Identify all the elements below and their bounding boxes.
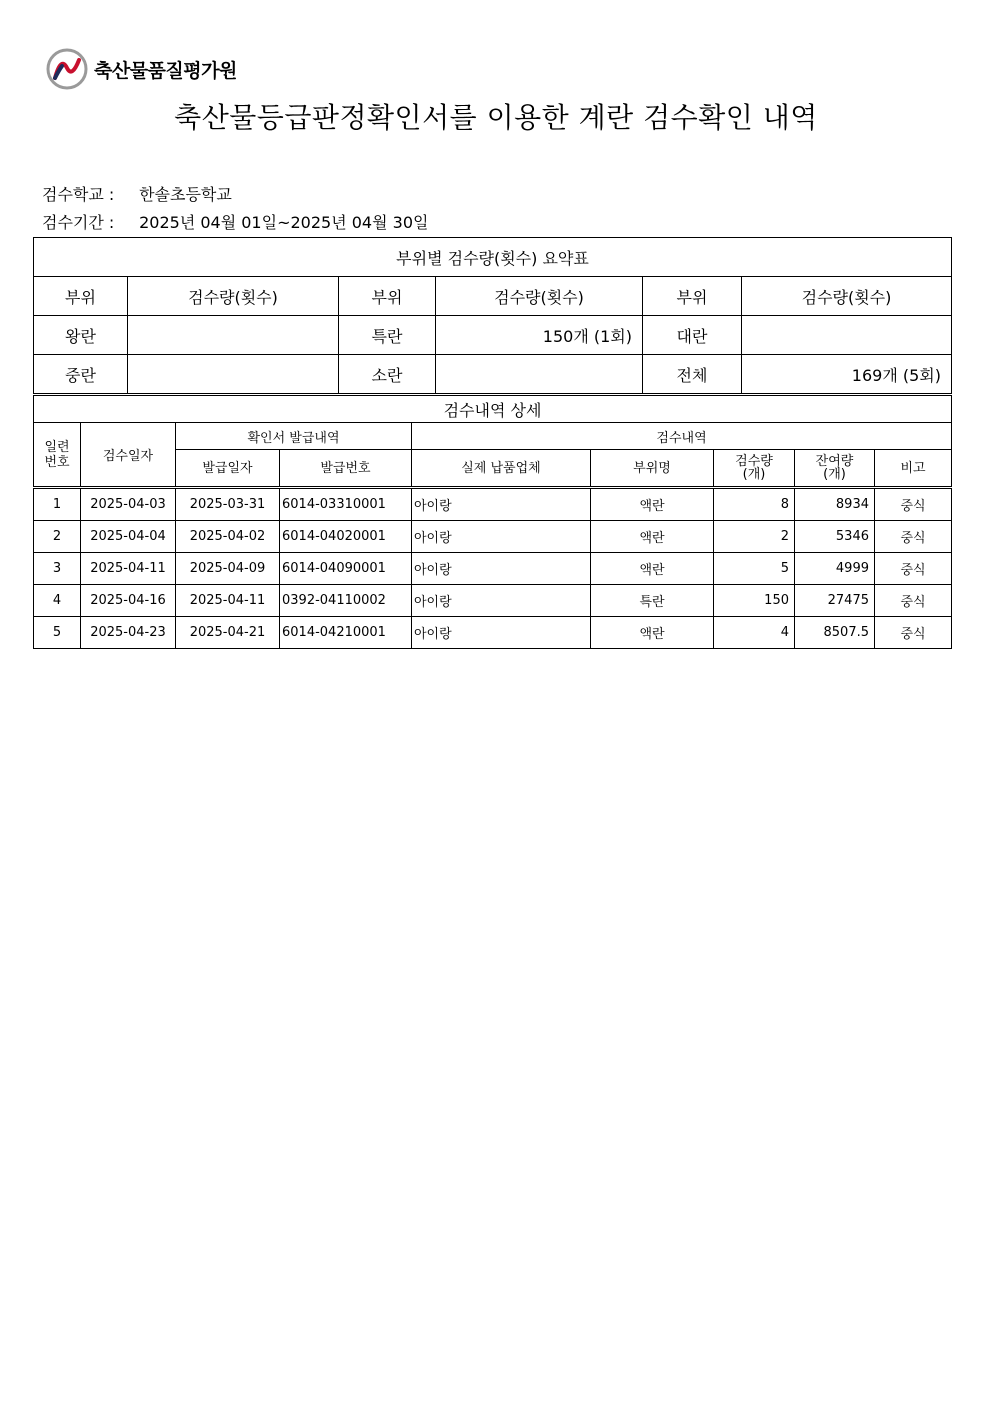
cell-issue-no: 0392-04110002 (280, 585, 412, 617)
summary-header: 검수량(횟수) (436, 277, 643, 316)
table-row (34, 553, 952, 585)
org-logo (46, 48, 237, 90)
summary-cell: 169개 (5회) (742, 355, 952, 394)
school-info (42, 182, 232, 205)
cell-no: 4 (34, 585, 81, 617)
summary-cell: 특란 (339, 316, 436, 355)
summary-row (34, 316, 952, 355)
summary-header: 부위 (34, 277, 128, 316)
summary-cell: 왕란 (34, 316, 128, 355)
header-vendor: 실제 납품업체 (412, 450, 591, 488)
cell-remain: 4999 (795, 553, 875, 585)
cell-issue-date: 2025-03-31 (176, 488, 280, 521)
cell-qty: 8 (714, 488, 795, 521)
table-row (34, 488, 952, 521)
summary-header: 검수량(횟수) (742, 277, 952, 316)
summary-cell: 150개 (1회) (436, 316, 643, 355)
table-row (34, 617, 952, 649)
header-issue-no: 발급번호 (280, 450, 412, 488)
cell-note: 중식 (875, 617, 952, 649)
header-note: 비고 (875, 450, 952, 488)
period-info (42, 210, 428, 233)
header-inspect-group: 검수내역 (412, 423, 952, 450)
header-issue-group: 확인서 발급내역 (176, 423, 412, 450)
summary-cell (128, 316, 339, 355)
cell-issue-date: 2025-04-21 (176, 617, 280, 649)
summary-cell (742, 316, 952, 355)
cell-qty: 5 (714, 553, 795, 585)
summary-cell (436, 355, 643, 394)
header-issue-date: 발급일자 (176, 450, 280, 488)
summary-header: 부위 (339, 277, 436, 316)
cell-vendor: 아이랑 (412, 585, 591, 617)
period-value: 2025년 04월 01일~2025년 04월 30일 (139, 213, 429, 232)
cell-issue-no: 6014-04210001 (280, 617, 412, 649)
header-serial: 일련 번호 (34, 423, 81, 488)
detail-table (33, 395, 952, 649)
cell-vendor: 아이랑 (412, 553, 591, 585)
cell-note: 중식 (875, 585, 952, 617)
summary-cell: 전체 (643, 355, 742, 394)
header-qty: 검수량 (개) (714, 450, 795, 488)
summary-row (34, 355, 952, 394)
header-part: 부위명 (591, 450, 714, 488)
cell-note: 중식 (875, 521, 952, 553)
table-row (34, 585, 952, 617)
cell-date: 2025-04-03 (81, 488, 176, 521)
summary-header-row (34, 277, 952, 316)
page-title: 축산물등급판정확인서를 이용한 계란 검수확인 내역 (174, 101, 818, 134)
table-row (34, 521, 952, 553)
cell-issue-date: 2025-04-09 (176, 553, 280, 585)
summary-caption: 부위별 검수량(횟수) 요약표 (34, 238, 952, 277)
cell-issue-date: 2025-04-11 (176, 585, 280, 617)
cell-part: 액란 (591, 488, 714, 521)
cell-date: 2025-04-11 (81, 553, 176, 585)
cell-vendor: 아이랑 (412, 488, 591, 521)
cell-vendor: 아이랑 (412, 521, 591, 553)
summary-header: 검수량(횟수) (128, 277, 339, 316)
cell-remain: 8507.5 (795, 617, 875, 649)
cell-issue-date: 2025-04-02 (176, 521, 280, 553)
cell-issue-no: 6014-03310001 (280, 488, 412, 521)
cell-remain: 5346 (795, 521, 875, 553)
cell-remain: 8934 (795, 488, 875, 521)
cell-part: 액란 (591, 617, 714, 649)
kape-logo-icon (46, 48, 88, 90)
header-date: 검수일자 (81, 423, 176, 488)
cell-qty: 2 (714, 521, 795, 553)
cell-part: 액란 (591, 521, 714, 553)
summary-cell: 중란 (34, 355, 128, 394)
summary-cell: 소란 (339, 355, 436, 394)
school-label: 검수학교 : (42, 185, 115, 204)
cell-qty: 4 (714, 617, 795, 649)
summary-cell (128, 355, 339, 394)
cell-no: 2 (34, 521, 81, 553)
cell-no: 1 (34, 488, 81, 521)
summary-table (33, 237, 952, 394)
cell-date: 2025-04-16 (81, 585, 176, 617)
cell-vendor: 아이랑 (412, 617, 591, 649)
period-label: 검수기간 : (42, 213, 115, 232)
cell-part: 액란 (591, 553, 714, 585)
cell-note: 중식 (875, 488, 952, 521)
cell-remain: 27475 (795, 585, 875, 617)
cell-qty: 150 (714, 585, 795, 617)
cell-date: 2025-04-04 (81, 521, 176, 553)
header-remain: 잔여량 (개) (795, 450, 875, 488)
cell-issue-no: 6014-04090001 (280, 553, 412, 585)
cell-no: 5 (34, 617, 81, 649)
summary-cell: 대란 (643, 316, 742, 355)
detail-caption: 검수내역 상세 (34, 396, 952, 423)
school-value: 한솔초등학교 (139, 185, 232, 204)
cell-date: 2025-04-23 (81, 617, 176, 649)
cell-note: 중식 (875, 553, 952, 585)
cell-no: 3 (34, 553, 81, 585)
org-name: 축산물품질평가원 (94, 59, 237, 82)
cell-part: 특란 (591, 585, 714, 617)
summary-header: 부위 (643, 277, 742, 316)
cell-issue-no: 6014-04020001 (280, 521, 412, 553)
